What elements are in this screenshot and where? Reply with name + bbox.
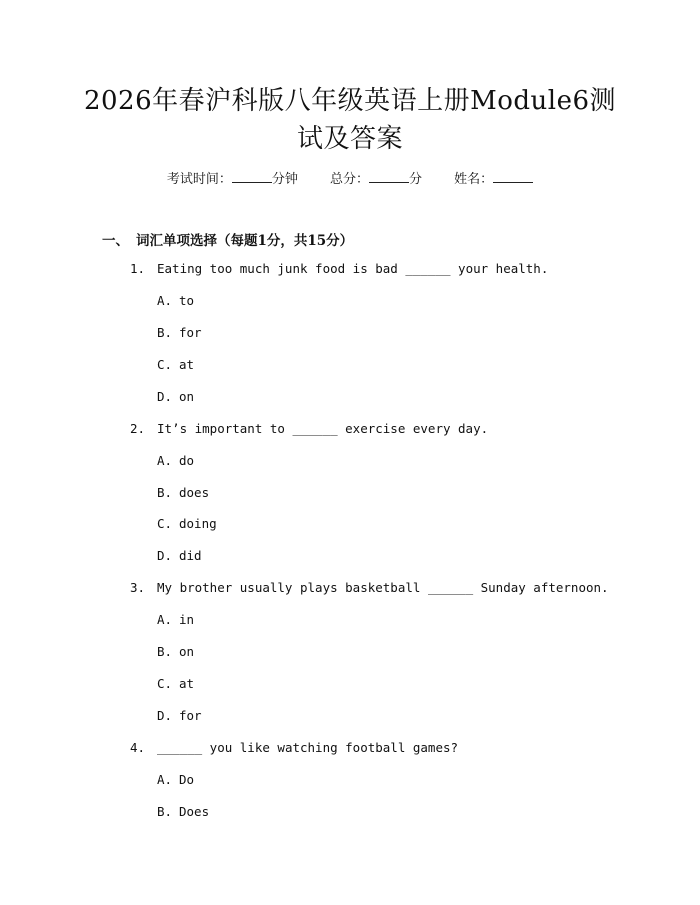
- option-text: on: [179, 644, 195, 659]
- option-text: at: [179, 357, 195, 372]
- total-score-blank: [369, 168, 409, 183]
- option-letter: B.: [157, 644, 173, 659]
- question-text-before: My brother usually plays basketball: [157, 580, 428, 595]
- option-letter: A.: [157, 293, 173, 308]
- question-stem: [130, 421, 488, 436]
- question-stem: [130, 580, 609, 595]
- question-number: 4.: [130, 740, 146, 755]
- answer-blank: ______: [157, 740, 203, 755]
- question-number: 1.: [130, 261, 146, 276]
- answer-blank: ______: [427, 580, 474, 595]
- section-title: 词汇单项选择（每题1分，共15分）: [136, 233, 354, 249]
- option-item: [157, 708, 202, 723]
- option-text: Does: [179, 804, 210, 819]
- option-text: do: [179, 453, 195, 468]
- question-text-after: you like watching football games?: [202, 740, 459, 755]
- document-title-line-2: 试及答案: [296, 124, 403, 154]
- question-stem: [130, 261, 548, 276]
- question-number: 2.: [130, 421, 146, 436]
- option-item: [157, 516, 217, 531]
- option-text: to: [179, 293, 195, 308]
- question-text-after: exercise every day.: [337, 421, 489, 436]
- option-text: at: [179, 676, 195, 691]
- option-text: does: [179, 485, 210, 500]
- option-item: [157, 293, 194, 308]
- exam-time-unit: 分钟: [271, 172, 298, 187]
- option-item: [157, 389, 194, 404]
- question-text-before: It’s important to: [157, 421, 293, 436]
- option-item: [157, 548, 202, 563]
- option-item: [157, 357, 194, 372]
- question-number: 3.: [130, 580, 146, 595]
- option-item: [157, 804, 209, 819]
- option-letter: D.: [157, 389, 173, 404]
- section-heading: [102, 229, 353, 249]
- option-letter: D.: [157, 708, 173, 723]
- answer-blank: ______: [292, 421, 338, 436]
- option-letter: A.: [157, 453, 173, 468]
- question-text-after: Sunday afternoon.: [473, 580, 609, 595]
- total-score-label: 总分：: [329, 172, 369, 187]
- option-text: Do: [179, 772, 195, 787]
- student-name-blank: [493, 168, 533, 183]
- option-letter: B.: [157, 485, 173, 500]
- exam-info-row: [0, 168, 700, 187]
- question-stem: [130, 740, 458, 755]
- option-letter: A.: [157, 772, 173, 787]
- option-item: [157, 453, 194, 468]
- option-letter: D.: [157, 548, 173, 563]
- option-text: did: [179, 548, 202, 563]
- option-letter: C.: [157, 357, 173, 372]
- question-text-before: Eating too much junk food is bad: [157, 261, 406, 276]
- total-score-unit: 分: [409, 172, 423, 187]
- exam-time-label: 考试时间：: [166, 172, 232, 187]
- option-letter: C.: [157, 516, 173, 531]
- option-item: [157, 485, 209, 500]
- exam-time-blank: [232, 168, 272, 183]
- student-name-label: 姓名：: [454, 172, 494, 187]
- option-text: on: [179, 389, 195, 404]
- option-item: [157, 644, 194, 659]
- total-score-field: [330, 168, 422, 187]
- option-item: [157, 325, 202, 340]
- option-letter: A.: [157, 612, 173, 627]
- exam-time-field: [167, 168, 298, 187]
- answer-blank: ______: [405, 261, 451, 276]
- option-text: for: [179, 708, 202, 723]
- option-text: for: [179, 325, 202, 340]
- option-text: in: [179, 612, 195, 627]
- question-text-after: your health.: [450, 261, 549, 276]
- option-item: [157, 772, 194, 787]
- option-item: [157, 612, 194, 627]
- option-text: doing: [179, 516, 217, 531]
- option-letter: B.: [157, 804, 173, 819]
- option-letter: B.: [157, 325, 173, 340]
- student-name-field: [454, 168, 533, 187]
- option-letter: C.: [157, 676, 173, 691]
- document-title-line-1: 2026年春沪科版八年级英语上册Module6测: [83, 86, 617, 116]
- section-number: 一、: [102, 233, 129, 249]
- option-item: [157, 676, 194, 691]
